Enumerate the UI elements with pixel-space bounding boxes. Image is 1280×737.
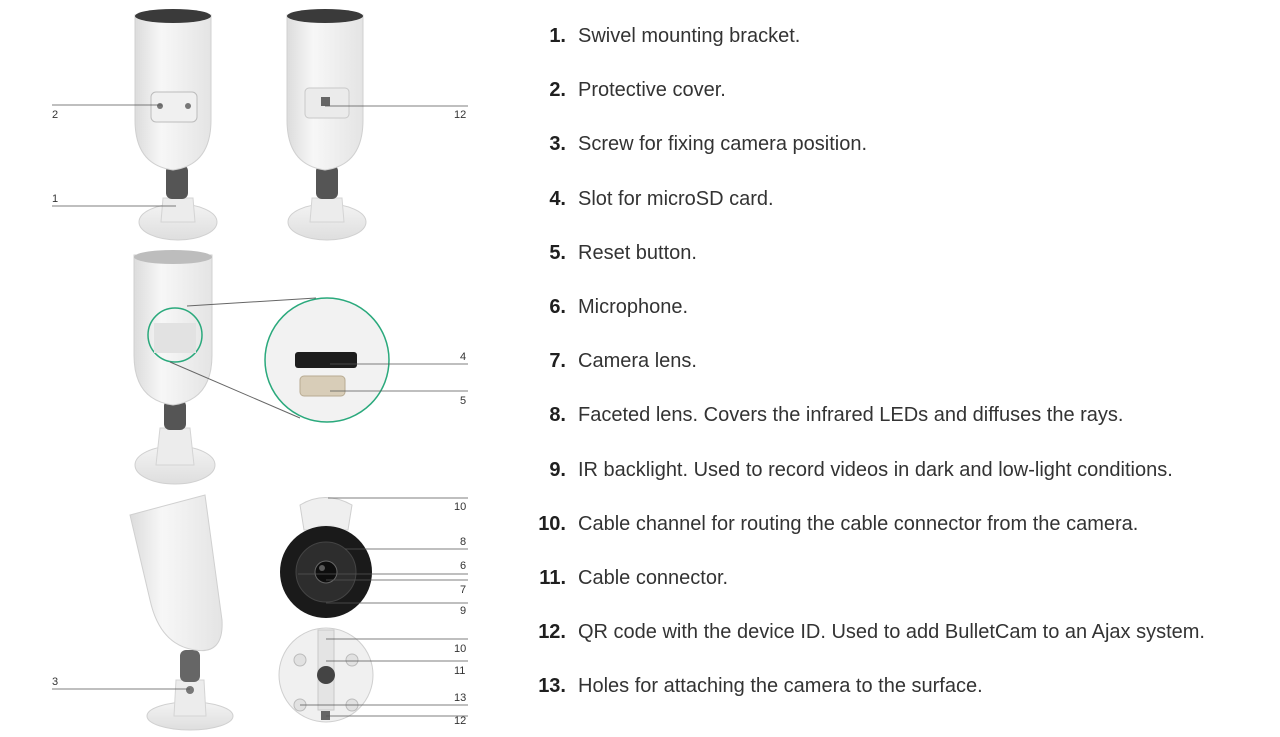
callout-label: 12 [454, 109, 467, 121]
legend-item [522, 185, 1280, 239]
camera-view-back [287, 9, 366, 240]
legend-number: 10. [538, 512, 566, 535]
legend-number: 8. [549, 404, 566, 427]
legend-text: Microphone. [578, 295, 689, 318]
callout-label: 5 [460, 395, 467, 407]
legend-text: Screw for fixing camera position. [578, 133, 868, 156]
legend-number: 1. [549, 25, 566, 47]
callout-label: 13 [454, 692, 467, 704]
legend-number: 5. [549, 241, 566, 264]
legend-item [522, 347, 1280, 401]
legend-number: 2. [549, 79, 566, 102]
callout-label: 8 [460, 536, 467, 548]
callout-label: 11 [454, 665, 466, 677]
legend-text: Faceted lens. Covers the infrared LEDs and diffuses the rays. [578, 404, 1124, 427]
legend-item [522, 510, 1280, 564]
legend-number: 3. [549, 133, 566, 156]
camera-diagram [0, 0, 480, 737]
legend-text: IR backlight. Used to record videos in dark and low-light conditions. [578, 458, 1173, 481]
legend-text: Reset button. [578, 241, 697, 264]
callout-label: 7 [460, 584, 467, 596]
legend-item [522, 130, 1280, 184]
callout-label: 9 [460, 605, 467, 617]
legend-item [522, 456, 1280, 510]
callout-label: 3 [52, 676, 59, 688]
camera-view-front [135, 9, 217, 240]
legend-text: Holes for attaching the camera to the surface. [578, 675, 983, 698]
legend-text: Swivel mounting bracket. [578, 25, 801, 47]
legend-item [522, 618, 1280, 672]
parts-legend [522, 22, 1280, 726]
callout-label: 10 [454, 501, 467, 513]
legend-text: Cable connector. [578, 566, 729, 589]
leader-lines [52, 105, 468, 716]
legend-item [522, 564, 1280, 618]
legend-item [522, 293, 1280, 347]
callout-label: 12 [454, 715, 467, 727]
legend-item [522, 401, 1280, 455]
legend-number: 4. [549, 187, 566, 210]
legend-item [522, 22, 1280, 76]
legend-text: Slot for microSD card. [578, 187, 774, 210]
camera-view-base-bottom [279, 628, 373, 722]
legend-number: 12. [538, 621, 566, 644]
legend-number: 11. [539, 566, 566, 589]
camera-view-open-cover [134, 250, 389, 484]
legend-item [522, 239, 1280, 293]
callout-label: 1 [52, 193, 59, 205]
legend-number: 13. [538, 675, 566, 698]
callout-label: 6 [460, 560, 467, 572]
legend-text: QR code with the device ID. Used to add BulletCam to an Ajax system. [578, 621, 1205, 644]
camera-view-lens [280, 498, 372, 619]
legend-number: 9. [549, 458, 566, 481]
camera-view-side [130, 495, 233, 730]
legend-item [522, 76, 1280, 130]
legend-text: Camera lens. [578, 350, 697, 373]
callout-label: 10 [454, 643, 467, 655]
legend-item [522, 672, 1280, 726]
legend-text: Protective cover. [578, 79, 726, 102]
legend-text: Cable channel for routing the cable connector from the camera. [578, 512, 1139, 535]
legend-number: 7. [549, 350, 566, 373]
callout-label: 4 [460, 351, 467, 363]
callout-label: 2 [52, 109, 59, 121]
legend-number: 6. [549, 295, 566, 318]
